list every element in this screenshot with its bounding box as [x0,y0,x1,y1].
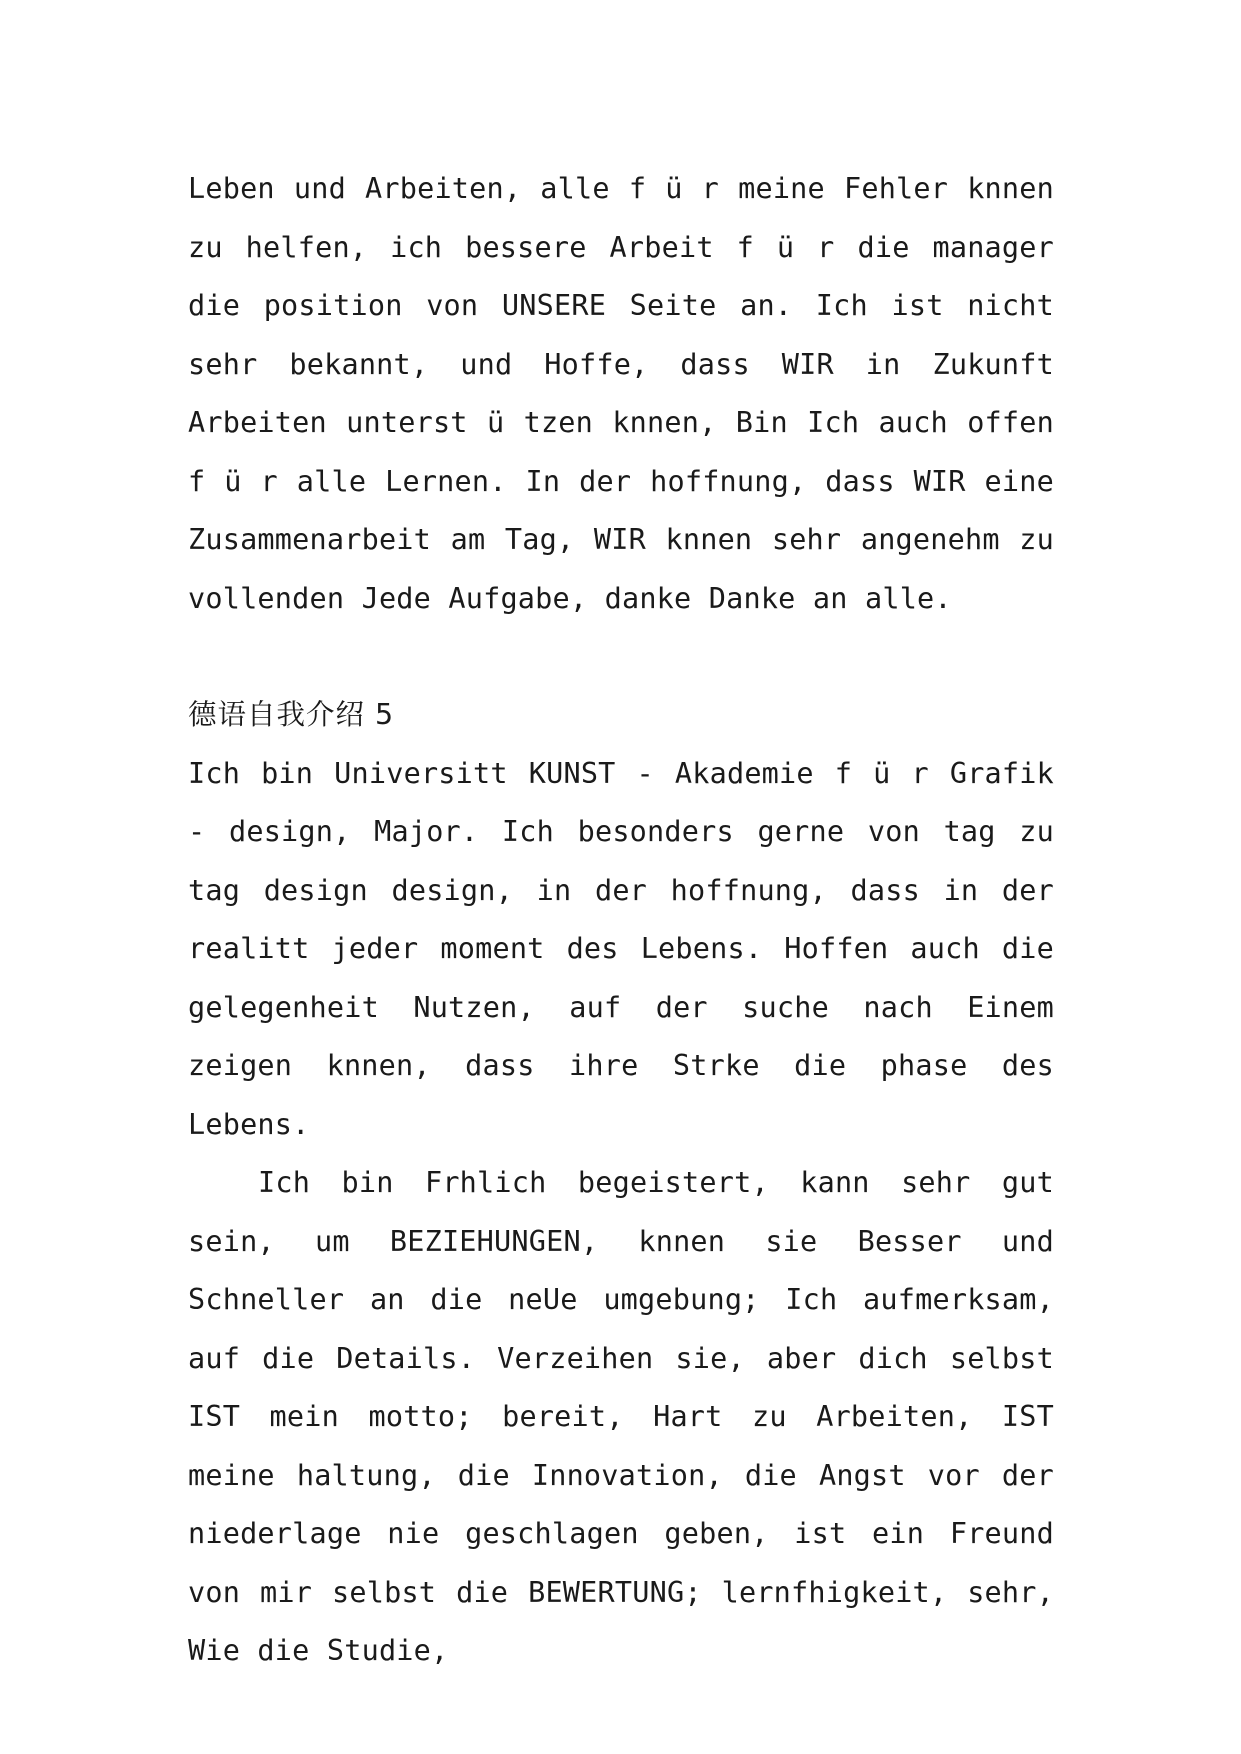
document-page [188,160,1054,1681]
paragraph-2: Ich bin Universitt KUNST - Akademie f ü r Grafik - design, Major. Ich besonders gerne von tag zu tag design design, in der hoffnung, dass in der realitt jeder moment des Lebens. Hoffen auch die gelegenheit Nutzen, auf der suche nach Einem zeigen knnen, dass ihre Strke die phase des Lebens. [188,756,1054,1141]
section-heading: 德语自我介绍 5 [188,698,395,731]
paragraph-3: Ich bin Frhlich begeistert, kann sehr gut sein, um BEZIEHUNGEN, knnen sie Besser und Schneller an die neUe umgebung; Ich aufmerksam, auf die Details. Verzeihen sie, aber dich selbst IST mein motto; bereit, Hart zu Arbeiten, IST meine haltung, die Innovation, die Angst vor der niederlage nie geschlagen geben, ist ein Freund von mir selbst die BEWERTUNG; lernfhigkeit, sehr, Wie die Studie, [188,1166,1054,1667]
paragraph-1: Leben und Arbeiten, alle f ü r meine Fehler knnen zu helfen, ich bessere Arbeit f ü r die manager die position von UNSERE Seite an. Ich ist nicht sehr bekannt, und Hoffe, dass WIR in Zukunft Arbeiten unterst ü tzen knnen, Bin Ich auch offen f ü r alle Lernen. In der hoffnung, dass WIR eine Zusammenarbeit am Tag, WIR knnen sehr angenehm zu vollenden Jede Aufgabe, danke Danke an alle. [188,172,1054,615]
